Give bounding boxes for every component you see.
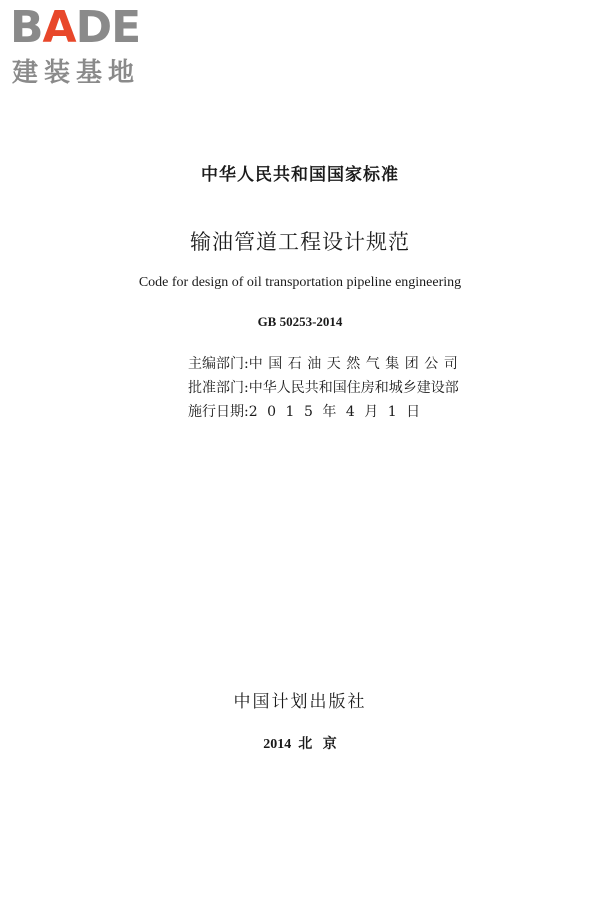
approver-label: 批准部门: bbox=[188, 380, 249, 396]
date-value: 2015年4月1日 bbox=[248, 404, 430, 420]
standard-code: GB 50253-2014 bbox=[257, 314, 343, 329]
effective-date-line bbox=[188, 401, 430, 421]
logo-chinese: 建装基地 bbox=[12, 58, 141, 88]
bade-logo bbox=[10, 2, 175, 90]
approver-line bbox=[188, 377, 459, 397]
editor-line bbox=[188, 353, 463, 373]
national-standard-heading: 中华人民共和国国家标准 bbox=[201, 165, 399, 185]
logo-wordmark: BADE bbox=[10, 2, 141, 53]
publisher: 中国计划出版社 bbox=[233, 692, 367, 712]
document-title-cn: 输油管道工程设计规范 bbox=[190, 230, 410, 254]
publication-place-year bbox=[0, 733, 600, 753]
editor-label: 主编部门: bbox=[188, 356, 249, 372]
approver-value: 中华人民共和国住房和城乡建设部 bbox=[248, 380, 459, 396]
date-label: 施行日期: bbox=[188, 404, 249, 420]
logo-accent-a: A bbox=[42, 2, 76, 53]
editor-value: 中国石油天然气集团公司 bbox=[248, 356, 464, 372]
document-title-en: Code for design of oil transportation pipeline engineering bbox=[138, 275, 462, 290]
place-text: 2014 北 京 bbox=[263, 737, 337, 752]
